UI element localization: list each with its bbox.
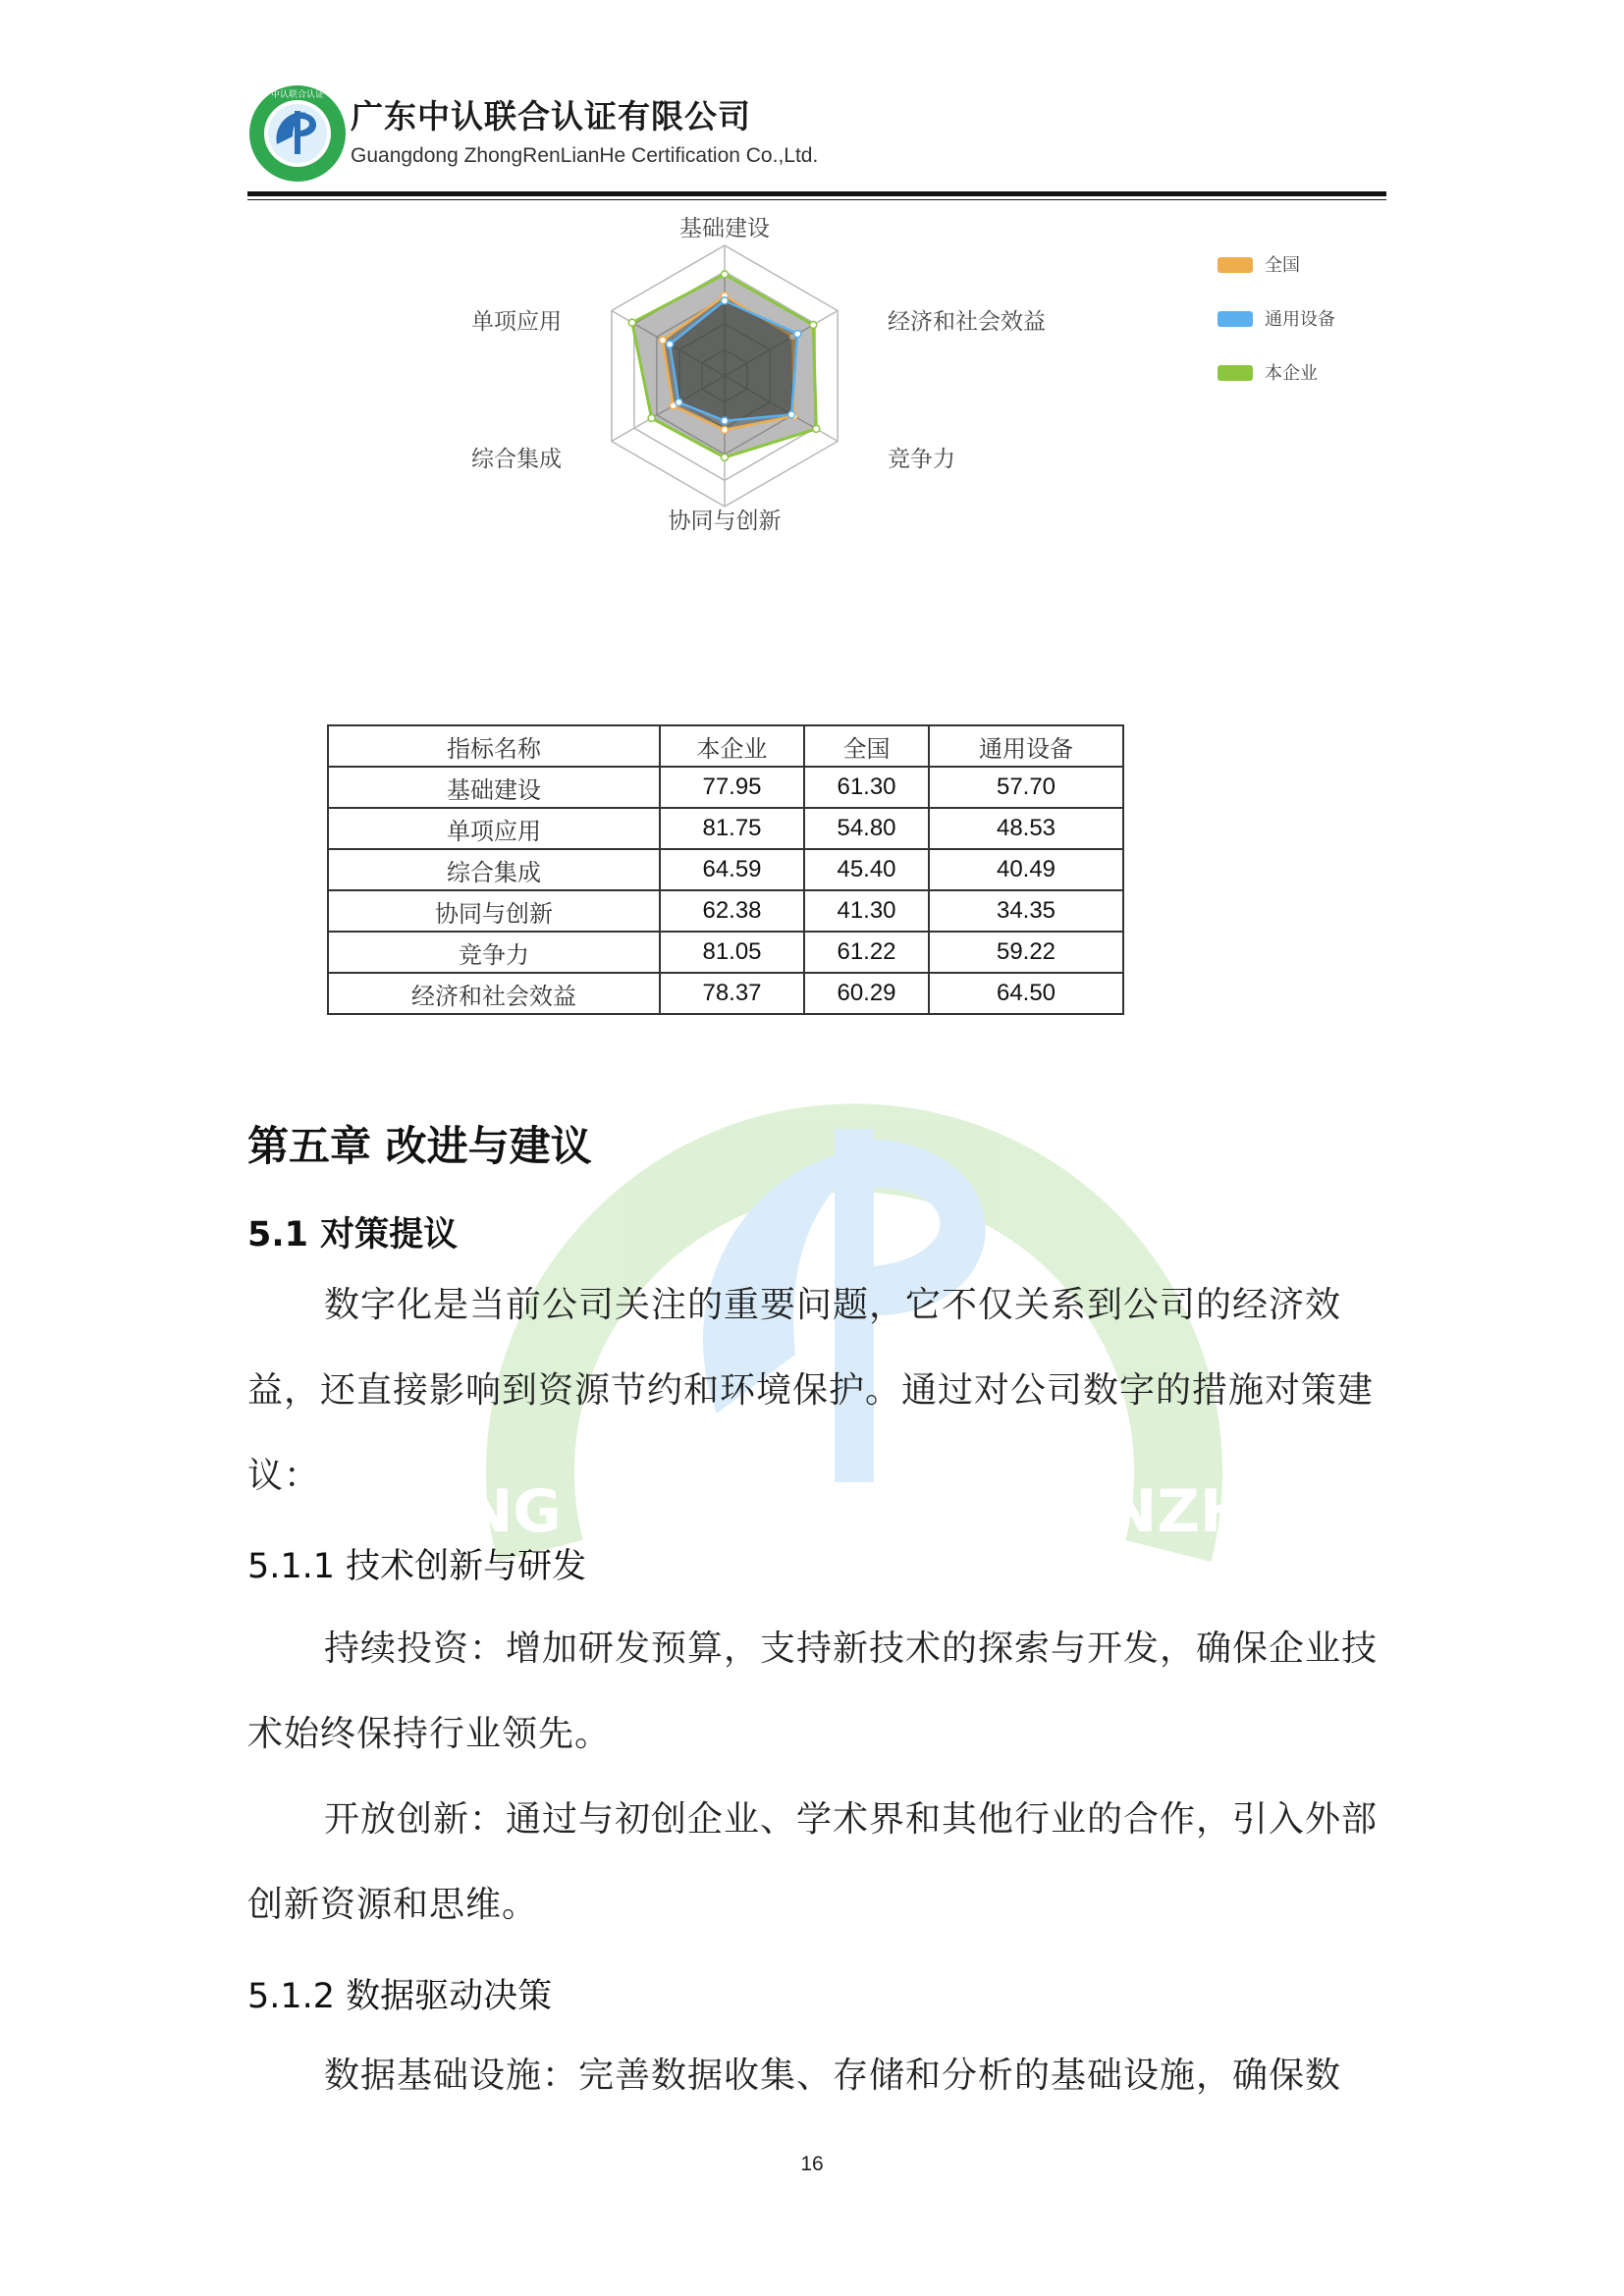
cell-value: 60.29: [804, 973, 929, 1014]
cell-value: 57.70: [929, 767, 1123, 808]
radar-point: [722, 297, 729, 304]
table-row: [328, 890, 1123, 932]
legend-label: 本企业: [1265, 363, 1318, 384]
col-header-national: 全国: [804, 725, 929, 767]
table-header-row: [328, 725, 1123, 767]
radar-axis-label: 经济和社会效益: [888, 309, 1046, 335]
radar-point: [659, 337, 666, 344]
watermark-text: ZHONG REN LIAN HE RENZHENG: [321, 1477, 1387, 1546]
radar-point: [722, 454, 729, 460]
table-row: [328, 973, 1123, 1014]
paragraph-open-innovation: 开放创新：通过与初创企业、学术界和其他行业的合作，引入外部创新资源和思维。: [247, 1799, 1379, 1925]
paragraph-data-infrastructure: 数据基础设施：完善数据收集、存储和分析的基础设施，确保数: [324, 2056, 1342, 2096]
radar-axis-label: 单项应用: [471, 309, 562, 335]
cell-value: 81.05: [660, 932, 804, 973]
table-row: [328, 932, 1123, 973]
page-number: 16: [800, 2153, 824, 2175]
cell-value: 40.49: [929, 849, 1123, 890]
header-rule-thick: [247, 191, 1386, 196]
cell-value: 61.30: [804, 767, 929, 808]
cell-name: 协同与创新: [328, 890, 660, 932]
radar-axis-label: 协同与创新: [668, 508, 782, 534]
radar-axis-label: 综合集成: [471, 447, 562, 472]
cell-name: 竞争力: [328, 932, 660, 973]
radar-point: [813, 425, 820, 432]
page-header: [247, 83, 1386, 201]
radar-point: [628, 319, 635, 326]
radar-point: [788, 411, 795, 418]
table-row: [328, 849, 1123, 890]
legend-swatch: [1218, 257, 1253, 273]
radar-axis-label: 竞争力: [888, 447, 955, 472]
radar-chart: [432, 216, 1394, 677]
legend-label: 全国: [1265, 255, 1300, 276]
col-header-company: 本企业: [660, 725, 804, 767]
table-row: [328, 808, 1123, 849]
legend-label: 通用设备: [1265, 309, 1335, 330]
cell-name: 综合集成: [328, 849, 660, 890]
indicator-table: [327, 724, 1124, 1015]
cell-value: 41.30: [804, 890, 929, 932]
company-logo: [247, 83, 348, 184]
legend-swatch: [1218, 365, 1253, 381]
cell-value: 45.40: [804, 849, 929, 890]
section-title: 5.1 对策提议: [247, 1215, 459, 1255]
intro-paragraph: 数字化是当前公司关注的重要问题，它不仅关系到公司的经济效益，还直接影响到资源节约和环境保护。通过对公司数字的措施对策建议：: [247, 1285, 1375, 1496]
cell-value: 64.50: [929, 973, 1123, 1014]
radar-point: [648, 414, 655, 421]
cell-value: 78.37: [660, 973, 804, 1014]
cell-name: 单项应用: [328, 808, 660, 849]
cell-name: 经济和社会效益: [328, 973, 660, 1014]
table-row: [328, 767, 1123, 808]
cell-name: 基础建设: [328, 767, 660, 808]
radar-point: [722, 271, 729, 278]
cell-value: 48.53: [929, 808, 1123, 849]
radar-point: [722, 426, 729, 433]
radar-point: [722, 417, 729, 424]
subsection-title-tech: 5.1.1 技术创新与研发: [247, 1547, 587, 1586]
chapter-title: 第五章 改进与建议: [247, 1122, 592, 1170]
cell-value: 59.22: [929, 932, 1123, 973]
col-header-industry: 通用设备: [929, 725, 1123, 767]
subsection-title-data: 5.1.2 数据驱动决策: [247, 1977, 553, 2016]
cell-value: 34.35: [929, 890, 1123, 932]
radar-legend: [1218, 255, 1335, 384]
radar-axis-label: 基础建设: [679, 216, 770, 241]
cell-value: 81.75: [660, 808, 804, 849]
header-rule-thin: [247, 199, 1386, 200]
radar-series-group: [628, 271, 820, 461]
cell-value: 54.80: [804, 808, 929, 849]
radar-point: [810, 321, 817, 328]
cell-value: 61.22: [804, 932, 929, 973]
cell-value: 77.95: [660, 767, 804, 808]
col-header-name: 指标名称: [328, 725, 660, 767]
radar-point: [667, 341, 674, 347]
radar-point: [794, 331, 801, 338]
company-name-cn: 广东中认联合认证有限公司: [351, 97, 751, 135]
company-name-en: Guangdong ZhongRenLianHe Certification Co.,Ltd.: [351, 144, 819, 167]
paragraph-continuous-investment: 持续投资：增加研发预算，支持新技术的探索与开发，确保企业技术始终保持行业领先。: [247, 1629, 1379, 1754]
cell-value: 62.38: [660, 890, 804, 932]
logo-text: 中认联合认证: [270, 90, 325, 100]
cell-value: 64.59: [660, 849, 804, 890]
legend-swatch: [1218, 311, 1253, 327]
radar-point: [676, 399, 682, 405]
